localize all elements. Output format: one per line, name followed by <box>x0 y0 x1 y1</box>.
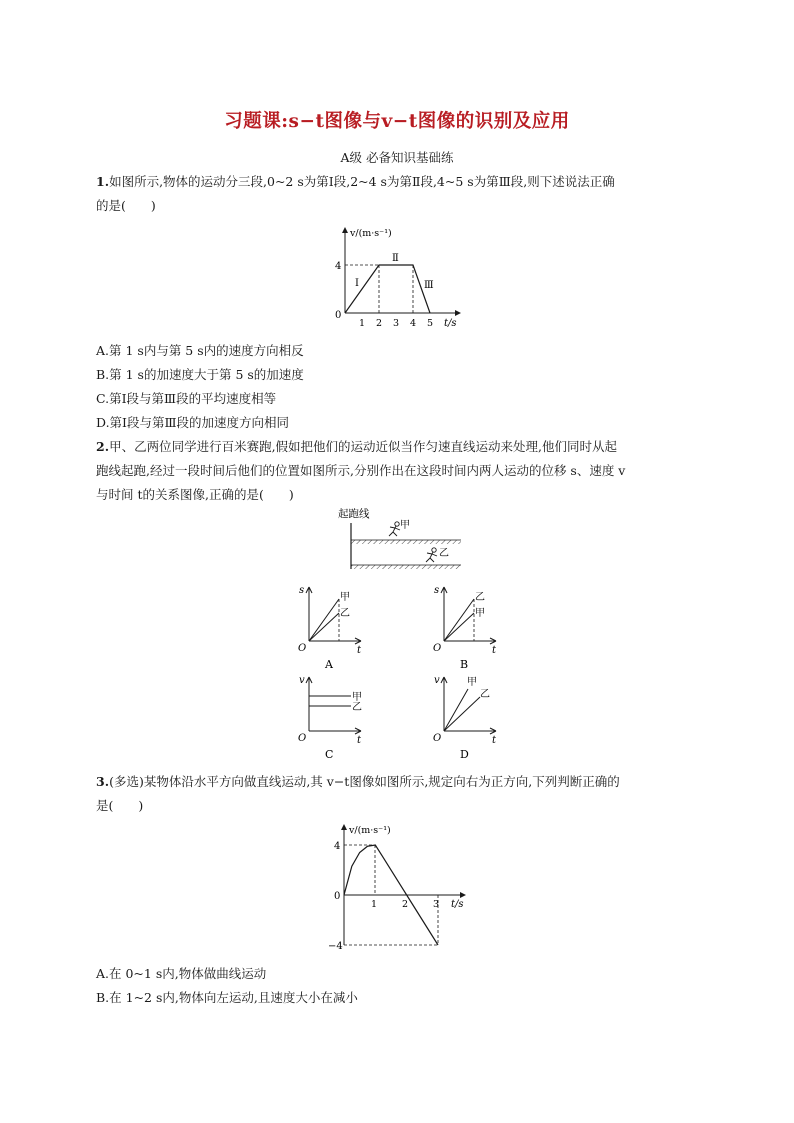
x-axis-label: t <box>492 645 497 656</box>
q1-option-c: C.第Ⅰ段与第Ⅲ段的平均速度相等 <box>96 391 277 406</box>
y-axis-label: s <box>299 585 305 596</box>
q3-stem-line2: 是( ) <box>96 798 144 813</box>
origin-label: O <box>433 643 442 654</box>
q1-segment-label: Ⅱ <box>392 253 399 264</box>
runner-yi-figure <box>426 548 437 562</box>
lower-line-label: 乙 <box>480 689 490 700</box>
page-title: 习题课:s−t图像与v−t图像的识别及应用 <box>224 111 570 132</box>
q2-stem-line2: 跑线起跑,经过一段时间后他们的位置如图所示,分别作出在这段时间内两人运动的位移 s、速度 v <box>96 463 626 478</box>
q2-stem-line3: 与时间 t的关系图像,正确的是( ) <box>96 487 294 502</box>
choice-letter: C <box>325 748 334 761</box>
q3-xlabel: t/s <box>451 899 464 910</box>
y-axis-label: v <box>434 675 440 686</box>
q1-velocity-line <box>345 265 430 313</box>
q1-ylabel: v/(m·s⁻¹) <box>350 228 392 239</box>
lower-line-label: 甲 <box>475 608 485 619</box>
q3-number: 3. <box>96 774 110 789</box>
q1-option-b: B.第 1 s的加速度大于第 5 s的加速度 <box>96 367 304 382</box>
q1-xtick: 5 <box>427 318 434 329</box>
lower-line-label: 乙 <box>340 608 350 619</box>
start-line-label: 起跑线 <box>338 508 370 520</box>
origin-label: O <box>298 643 307 654</box>
lower-line <box>444 613 474 641</box>
q1-xtick: 1 <box>359 318 366 329</box>
upper-line <box>309 599 339 641</box>
q3-origin: 0 <box>334 891 341 902</box>
runner-jia-label: 甲 <box>400 520 410 531</box>
q2-choice-graph-b <box>430 583 510 673</box>
runner-jia-figure <box>389 522 400 536</box>
x-axis-label: t <box>357 735 362 746</box>
q1-ytick: 4 <box>335 261 342 272</box>
upper-line <box>444 599 474 641</box>
y-axis-label: s <box>434 585 440 596</box>
q1-number: 1. <box>96 174 110 189</box>
q3-ylabel: v/(m·s⁻¹) <box>349 825 391 836</box>
q3-xtick: 2 <box>402 899 409 910</box>
q3-ytick-bottom: −4 <box>328 941 343 952</box>
q1-xtick: 4 <box>410 318 417 329</box>
upper-line-label: 甲 <box>467 677 477 688</box>
origin-label: O <box>298 733 307 744</box>
q1-segment-label: Ⅰ <box>355 278 359 289</box>
upper-line-label: 甲 <box>340 592 350 603</box>
q1-option-a: A.第 1 s内与第 5 s内的速度方向相反 <box>96 343 304 358</box>
lane1-ground <box>351 540 461 544</box>
lower-line-label: 乙 <box>352 702 362 713</box>
lower-line <box>444 697 480 731</box>
section-heading: A级 必备知识基础练 <box>340 150 454 165</box>
q1-stem-line1 <box>96 172 615 190</box>
lower-line <box>309 613 339 641</box>
x-axis-label: t <box>357 645 362 656</box>
q2-stem-text: 甲、乙两位同学进行百米赛跑,假如把他们的运动近似当作匀速直线运动来处理,他们同时从起 <box>109 439 618 454</box>
q3-option-a: A.在 0~1 s内,物体做曲线运动 <box>96 966 267 981</box>
q2-number: 2. <box>96 439 110 454</box>
q2-choice-graph-c <box>295 673 375 763</box>
q3-vt-graph <box>325 819 475 954</box>
q1-xtick: 3 <box>393 318 400 329</box>
lane2-ground <box>351 565 461 569</box>
q3-stem-line1 <box>96 772 620 790</box>
upper-line <box>444 689 468 731</box>
q1-segment-label: Ⅲ <box>424 280 434 291</box>
q2-stem-line1 <box>96 437 617 455</box>
q2-race-scene <box>335 503 465 578</box>
choice-letter: D <box>460 748 469 761</box>
y-axis-label: v <box>299 675 305 686</box>
q3-ytick-top: 4 <box>334 841 341 852</box>
q1-vt-graph <box>320 222 470 330</box>
origin-label: O <box>433 733 442 744</box>
q2-choice-graph-d <box>430 673 510 763</box>
q1-stem-line2: 的是( ) <box>96 198 156 213</box>
q1-xlabel: t/s <box>444 318 457 329</box>
q3-xtick: 1 <box>371 899 378 910</box>
q1-xtick: 2 <box>376 318 383 329</box>
q1-option-d: D.第Ⅰ段与第Ⅲ段的加速度方向相同 <box>96 415 290 430</box>
runner-yi-label: 乙 <box>439 548 449 559</box>
upper-line-label: 甲 <box>352 692 362 703</box>
q3-option-b: B.在 1~2 s内,物体向左运动,且速度大小在减小 <box>96 990 358 1005</box>
q1-origin: 0 <box>335 310 342 321</box>
x-axis-label: t <box>492 735 497 746</box>
upper-line-label: 乙 <box>475 592 485 603</box>
q1-stem-text: 如图所示,物体的运动分三段,0~2 s为第Ⅰ段,2~4 s为第Ⅱ段,4~5 s为第Ⅲ段,则下述说法正确 <box>109 174 615 189</box>
q2-choice-graph-a <box>295 583 375 673</box>
choice-letter: B <box>460 658 469 671</box>
choice-letter: A <box>325 658 333 671</box>
q3-xtick: 3 <box>433 899 440 910</box>
q3-stem-text: (多选)某物体沿水平方向做直线运动,其 v−t图像如图所示,规定向右为正方向,下列判断正确的 <box>109 774 620 789</box>
